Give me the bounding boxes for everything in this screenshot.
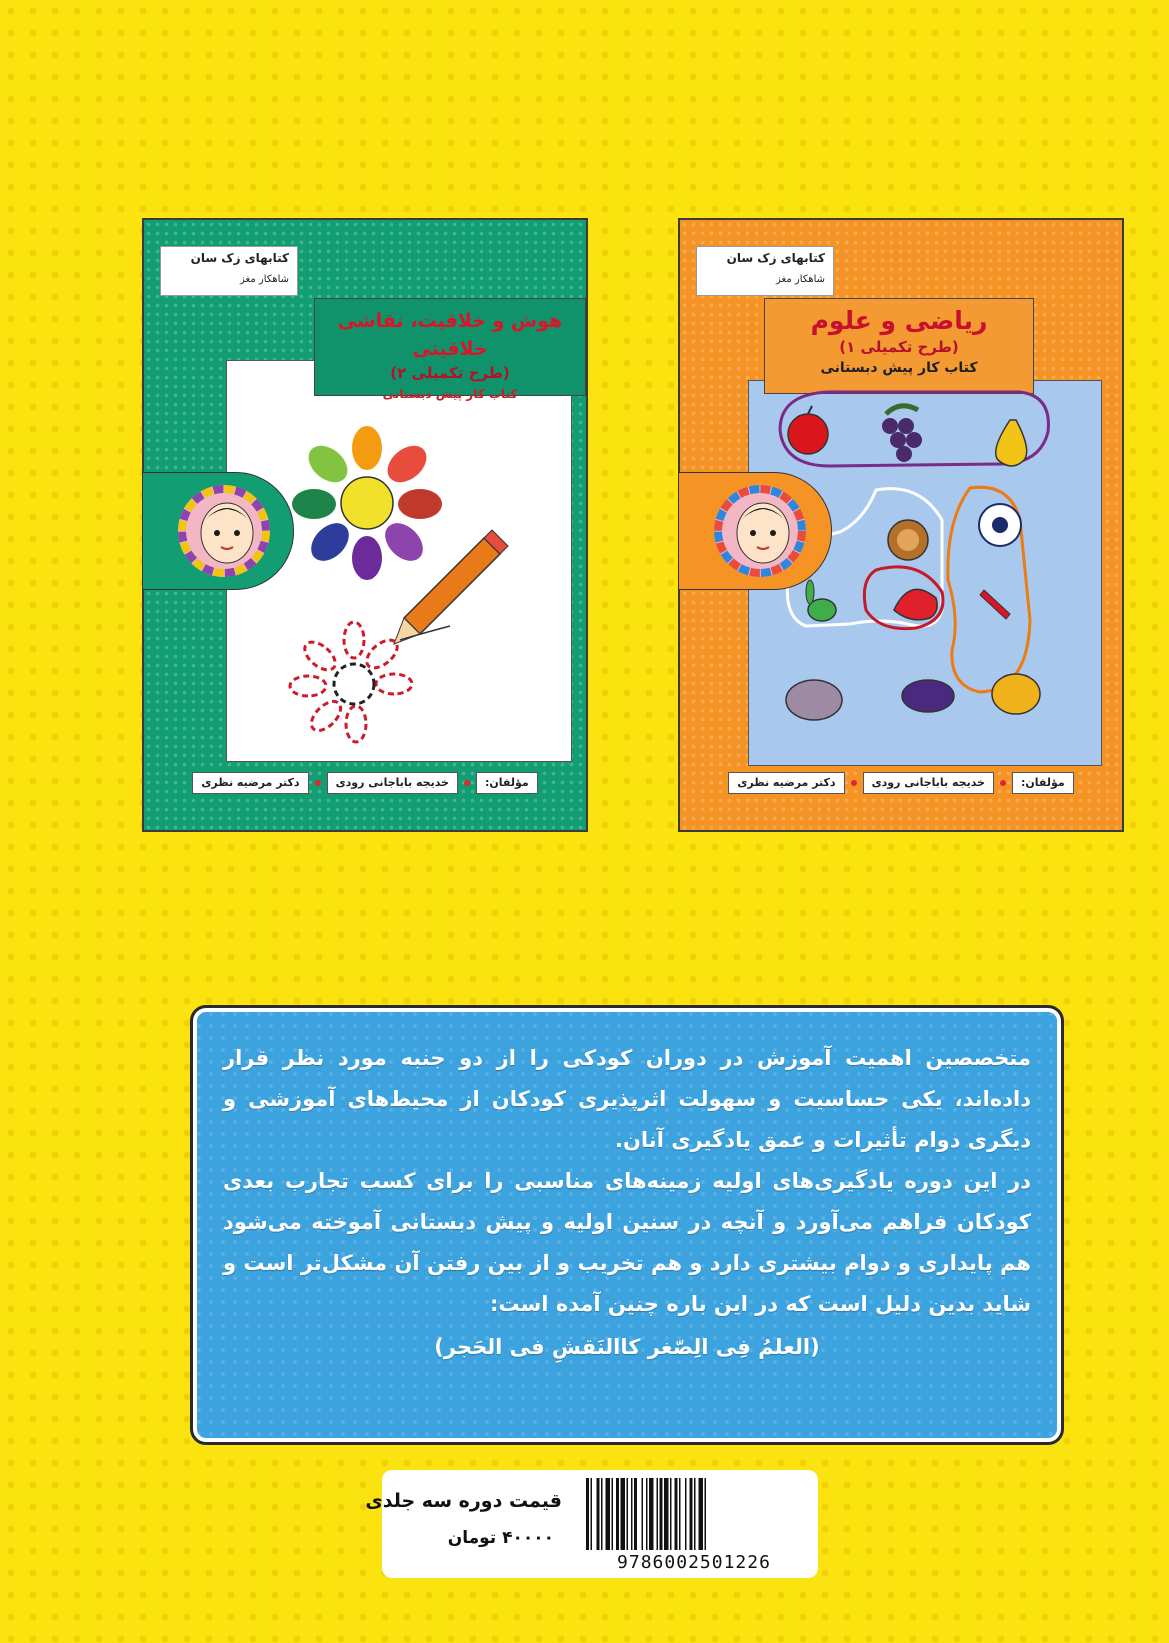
price-label: قیمت دوره سه جلدی (365, 1490, 562, 1512)
book-cover-math-science (678, 218, 1124, 832)
flower-icon (292, 426, 442, 580)
author-2: دکتر مرضیه نظری (728, 772, 844, 794)
price-barcode-box (365, 1470, 818, 1578)
pear-icon (996, 420, 1027, 466)
publisher-name: شاهکار مغز (776, 274, 825, 285)
description-text (193, 1008, 1061, 1368)
author-2: دکتر مرضیه نظری (192, 772, 308, 794)
description-paragraph-1: متخصصین اهمیت آموزش در دوران کودکی را از دو جنبه مورد نظر قرار داده‌اند، یکی حساسیت و سهولت اثرپذیری کودکان از محیط‌های آموزشی و دیگری دوام تأثیرات و عمق یادگیری آنان. (223, 1046, 1031, 1152)
description-box (190, 1005, 1064, 1445)
book-tagline: کتاب کار پیش دبستانی (820, 360, 978, 376)
book-subtitle: (طرح تکمیلی ۲) (390, 364, 510, 382)
mascot-logo (678, 472, 832, 590)
cap-icon (894, 589, 937, 619)
barcode-icon (582, 1478, 810, 1552)
book-subtitle: (طرح تکمیلی ۱) (839, 338, 959, 356)
book-tagline: کتاب کار پیش دبستانی (382, 387, 518, 401)
book-title: هوش و خلاقیت، نقاشی خلاقیتی (337, 310, 563, 360)
mascot-logo (142, 472, 294, 590)
barcode-number: 9786002501226 (617, 1552, 771, 1573)
authors-label: مؤلفان: (1012, 772, 1074, 794)
publisher-name: شاهکار مغز (240, 274, 289, 285)
bullet-icon (851, 780, 857, 786)
authors-row (680, 768, 1122, 798)
bullet-icon (464, 780, 470, 786)
authors-row (144, 768, 586, 798)
kettle-icon (992, 674, 1040, 714)
book-title: ریاضی و علوم (810, 306, 988, 335)
grapes-icon (882, 406, 922, 462)
apple-icon (788, 414, 828, 454)
description-quote: (العلمُ فِی الِصّغر کاالنَقشِ فی الحَجر) (434, 1335, 820, 1359)
series-name: کتابهای زک سان (190, 251, 289, 265)
description-paragraph-2: در این دوره یادگیری‌های اولیه زمینه‌های مناسبی را برای کسب تجارب بعدی کودکان فراهم می‌آورد و آنچه در سنین اولیه و پیش دبستانی آموخته می‌شود هم پایداری و دوام بیشتری دارد و هم تخریب و از بین رفتن آن مشکل‌تر است و شاید بدین دلیل است که در این باره چنین آمده است: (223, 1169, 1031, 1316)
authors-label: مؤلفان: (476, 772, 538, 794)
series-name: کتابهای زک سان (726, 251, 825, 265)
elephant-icon (786, 680, 842, 720)
dotted-flower-icon (290, 622, 412, 742)
bullet-icon (315, 780, 321, 786)
author-1: خدیجه باباجانی رودی (863, 772, 994, 794)
price-value: ۴۰۰۰۰ تومان (447, 1528, 554, 1548)
pencil-icon (980, 590, 1010, 619)
bullet-icon (1000, 780, 1006, 786)
author-1: خدیجه باباجانی رودی (327, 772, 458, 794)
book-cover-creativity-drawing (142, 218, 588, 832)
cow-icon (902, 680, 954, 712)
